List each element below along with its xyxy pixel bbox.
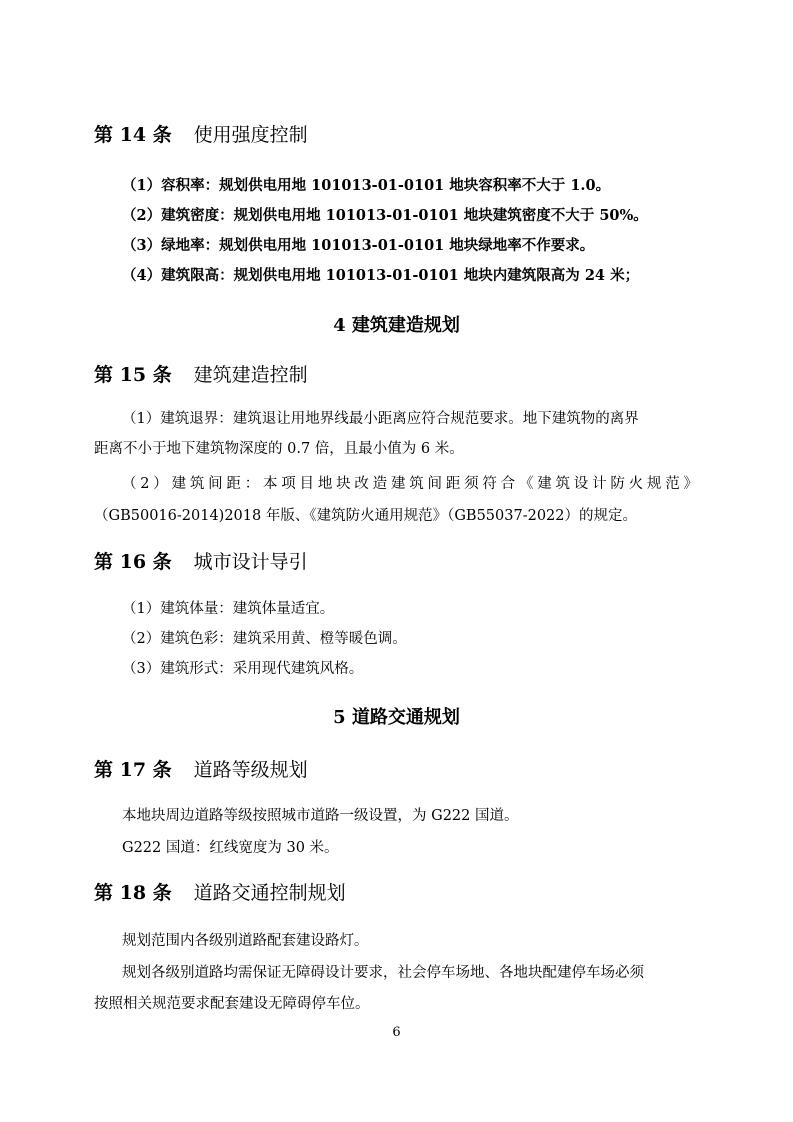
article-14-item-4: （4）建筑限高：规划供电用地 101013-01-0101 地块内建筑限高为 24 米；	[122, 267, 640, 284]
article-14-item-1: （1）容积率：规划供电用地 101013-01-0101 地块容积率不大于 1.0。	[122, 177, 611, 194]
article-15-para-2-line-2: （GB50016-2014)2018 年版、《建筑防火通用规范》（GB55037-2022）的规定。	[94, 508, 637, 524]
section-4-heading: 4 建筑建造规划	[333, 315, 460, 336]
article-18-number: 第 18 条	[94, 882, 172, 904]
article-15-para-1-line-2: 距离不小于地下建筑物深度的 0.7 倍，且最小值为 6 米。	[94, 441, 464, 457]
article-15-para-2-line-1: （2）建筑间距：本项目地块改造建筑间距须符合《建筑设计防火规范》	[122, 476, 698, 492]
article-17-title: 道路等级规划	[193, 759, 308, 781]
article-15-para-1-line-1: （1）建筑退界：建筑退让用地界线最小距离应符合规范要求。地下建筑物的离界	[122, 411, 639, 427]
article-15-heading	[94, 363, 308, 387]
article-18-heading	[94, 881, 346, 905]
article-14-number: 第 14 条	[94, 124, 172, 146]
article-16-heading	[94, 550, 308, 574]
article-18-para-2-line-1: 规划各级别道路均需保证无障碍设计要求，社会停车场地、各地块配建停车场必须	[122, 965, 644, 981]
article-16-title: 城市设计导引	[193, 551, 308, 573]
article-18-title: 道路交通控制规划	[193, 882, 346, 904]
article-16-item-1: （1）建筑体量：建筑体量适宜。	[122, 601, 335, 617]
article-15-number: 第 15 条	[94, 364, 172, 386]
article-17-number: 第 17 条	[94, 759, 172, 781]
article-16-number: 第 16 条	[94, 551, 172, 573]
article-18-line-1: 规划范围内各级别道路配套建设路灯。	[122, 933, 369, 949]
article-16-item-3: （3）建筑形式：采用现代建筑风格。	[122, 661, 364, 677]
article-15-title: 建筑建造控制	[193, 364, 308, 386]
article-14-item-2: （2）建筑密度：规划供电用地 101013-01-0101 地块建筑密度不大于 50%。	[122, 207, 648, 224]
article-14-heading	[94, 123, 308, 147]
article-18-para-2-line-2: 按照相关规范要求配套建设无障碍停车位。	[94, 996, 370, 1012]
article-17-line-2: G222 国道：红线宽度为 30 米。	[122, 840, 339, 856]
article-17-heading	[94, 758, 308, 782]
article-16-item-2: （2）建筑色彩：建筑采用黄、橙等暖色调。	[122, 631, 407, 647]
article-14-item-3: （3）绿地率：规划供电用地 101013-01-0101 地块绿地率不作要求。	[122, 237, 595, 254]
article-17-line-1: 本地块周边道路等级按照城市道路一级设置，为 G222 国道。	[122, 808, 519, 824]
article-14-title: 使用强度控制	[193, 124, 308, 146]
section-5-heading: 5 道路交通规划	[333, 707, 460, 728]
page-number: 6	[392, 1025, 401, 1040]
